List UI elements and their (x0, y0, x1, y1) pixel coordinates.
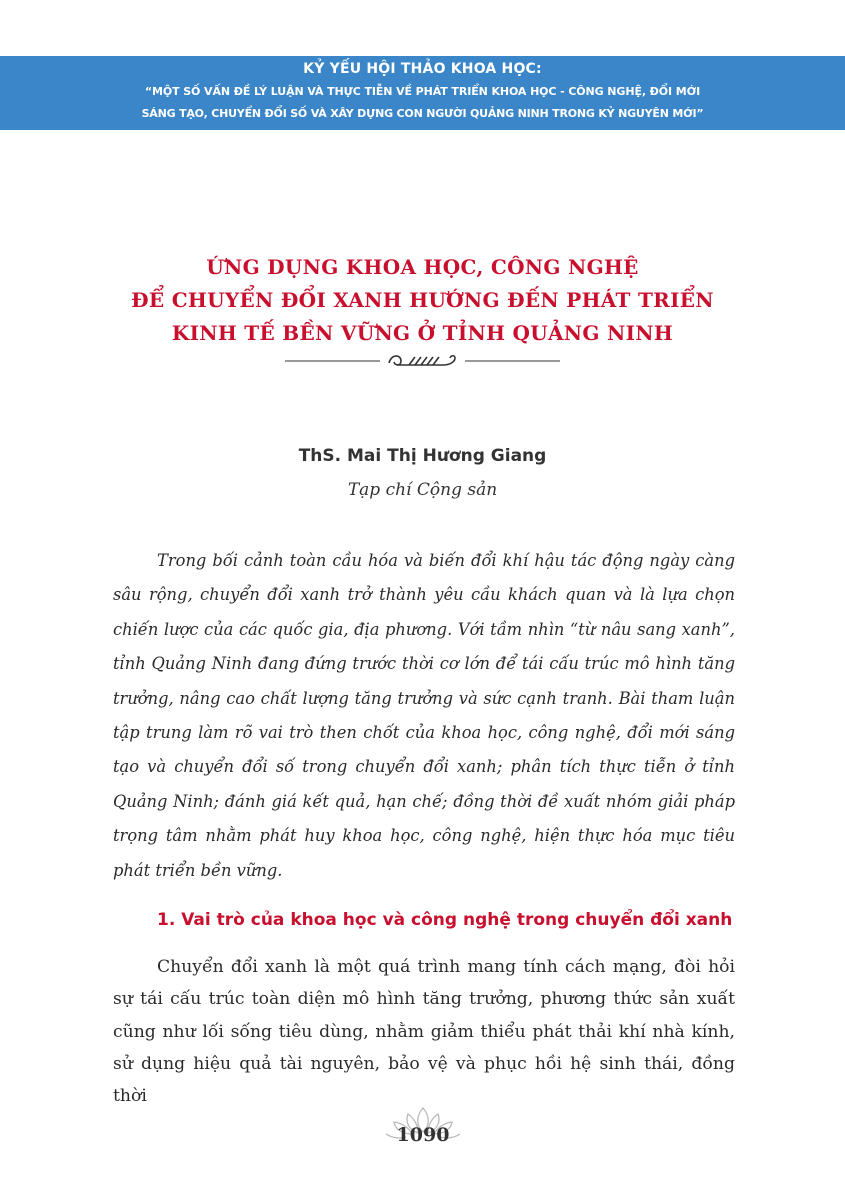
header-line-2: “MỘT SỐ VẤN ĐỀ LÝ LUẬN VÀ THỰC TIỄN VỀ PHÁT TRIỂN KHOA HỌC - CÔNG NGHỆ, ĐỔI MỚI (144, 85, 701, 98)
body-paragraph: Chuyển đổi xanh là một quá trình mang tính cách mạng, đòi hỏi sự tái cấu trúc toàn diện mô hình tăng trưởng, phương thức sản xuất cũng như lối sống tiêu dùng, nhằm giảm thiểu phát thải khí nhà kính, sử dụng hiệu quả tài nguyên, bảo vệ và phục hồi hệ sinh thái, đồng thời (113, 957, 735, 1107)
page-number: 1090 (396, 1124, 450, 1146)
title-divider-ornament (285, 350, 560, 372)
header-line-3: SÁNG TẠO, CHUYỂN ĐỔI SỐ VÀ XÂY DỰNG CON NGƯỜI QUẢNG NINH TRONG KỶ NGUYÊN MỚI” (141, 107, 704, 120)
proceedings-header-banner (0, 56, 845, 130)
abstract-paragraph: Trong bối cảnh toàn cầu hóa và biến đổi khí hậu tác động ngày càng sâu rộng, chuyển đổi xanh trở thành yêu cầu khách quan và là lựa chọn chiến lược của các quốc gia, địa phương. Với tầm nhìn “từ nâu sang xanh”, tỉnh Quảng Ninh đang đứng trước thời cơ lớn để tái cấu trúc mô hình tăng trưởng, nâng cao chất lượng tăng trưởng và sức cạnh tranh. Bài tham luận tập trung làm rõ vai trò then chốt của khoa học, công nghệ, đổi mới sáng tạo và chuyển đổi số trong chuyển đổi xanh; phân tích thực tiễn ở tỉnh Quảng Ninh; đánh giá kết quả, hạn chế; đồng thời đề xuất nhóm giải pháp trọng tâm nhằm phát huy khoa học, công nghệ, hiện thực hóa mục tiêu phát triển bền vững. (113, 551, 735, 880)
page-number-badge (378, 1104, 468, 1160)
article-title-line-3: KINH TẾ BỀN VỮNG Ở TỈNH QUẢNG NINH (171, 321, 674, 345)
section-heading: 1. Vai trò của khoa học và công nghệ trong chuyển đổi xanh (157, 910, 733, 930)
article-title-line-1: ỨNG DỤNG KHOA HỌC, CÔNG NGHỆ (206, 255, 639, 279)
article-title-line-2: ĐỂ CHUYỂN ĐỔI XANH HƯỚNG ĐẾN PHÁT TRIỂN (131, 288, 714, 312)
header-line-1: KỶ YẾU HỘI THẢO KHOA HỌC: (303, 61, 542, 77)
author-affiliation: Tạp chí Cộng sản (347, 480, 498, 500)
author-name: ThS. Mai Thị Hương Giang (298, 446, 547, 466)
